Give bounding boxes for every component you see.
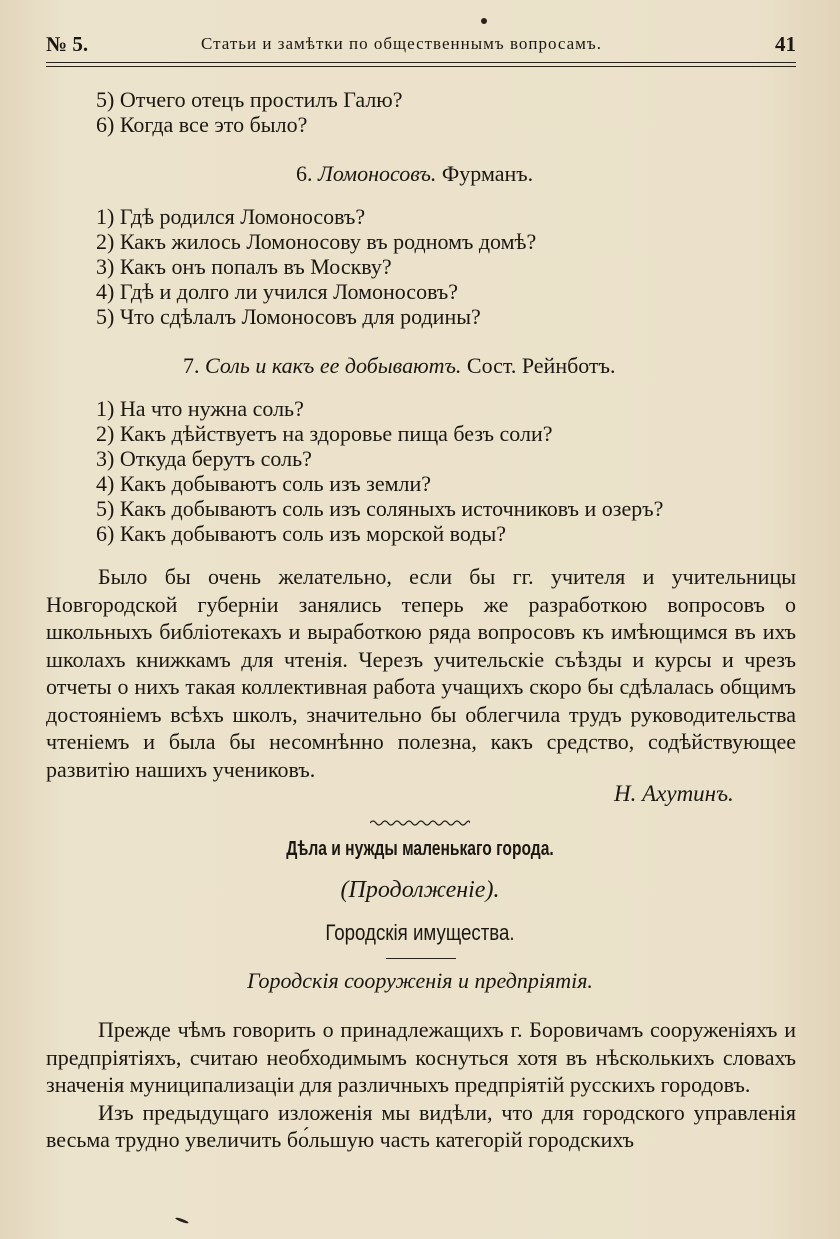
header-rule: [46, 62, 796, 63]
running-header: [46, 30, 796, 60]
question: 6) Какъ добываютъ соль изъ морской воды?: [96, 521, 507, 546]
question: 3) Какъ онъ попалъ въ Москву?: [96, 254, 392, 279]
section-title: Соль и какъ ее добываютъ.: [205, 353, 462, 378]
running-title: Статьи и замѣтки по общественнымъ вопросамъ.: [201, 34, 602, 53]
section-title: Городскія имущества.: [325, 920, 515, 945]
continuation-label: (Продолженіе).: [340, 877, 500, 903]
question: 1) Гдѣ родился Ломоносовъ?: [96, 204, 366, 229]
section-number: 6.: [296, 161, 313, 186]
issue-number: № 5.: [46, 32, 89, 56]
question: 5) Отчего отецъ простилъ Галю?: [96, 87, 403, 112]
short-rule: [386, 958, 456, 959]
ink-speck: [481, 18, 487, 24]
question: 2) Какъ жилось Ломоносову въ родномъ домѣ?: [96, 229, 537, 254]
article-body: [46, 1016, 796, 1154]
section-number: 7.: [183, 353, 200, 378]
section-heading: [183, 353, 616, 379]
question: 4) Гдѣ и долго ли учился Ломоносовъ?: [96, 279, 459, 304]
section-title: Ломоносовъ.: [318, 161, 437, 186]
question: 5) Что сдѣлалъ Ломоносовъ для родины?: [96, 304, 481, 329]
paragraph-text: Было бы очень желательно, если бы гг. учителя и учительницы Новгородской губерніи занялись теперь же разработкою вопросовъ о школьныхъ библіотекахъ и выработкою ряда вопросовъ къ имѣющимся въ ихъ школахъ книжкамъ для чтенія. Черезъ учительскіе съѣзды и курсы и чрезъ отчеты о нихъ такая коллективная работа учащихъ скоро бы сдѣлалась общимъ достояніемъ всѣхъ школъ, значительно бы облегчила трудъ руководительства чтеніемъ и была бы несомнѣнно полезна, какъ средство, содѣйствующее развитію нашихъ учениковъ.: [46, 564, 796, 782]
author-signature: Н. Ахутинъ.: [614, 781, 734, 806]
paragraph-text: Изъ предыдущаго изложенія мы видѣли, что для городского управленія весьма трудно увеличить бо́льшую часть категорій городскихъ: [46, 1099, 796, 1152]
section-heading: [296, 161, 533, 187]
paragraph-text: Прежде чѣмъ говорить о принадлежащихъ г. Боровичамъ сооруженіяхъ и предпріятіяхъ, считаю необходимымъ коснуться хотя въ нѣсколькихъ словахъ значенія муниципализаціи для различныхъ предпріятій русскихъ городовъ.: [46, 1017, 796, 1097]
question: 2) Какъ дѣйствуетъ на здоровье пища безъ соли?: [96, 421, 553, 446]
wavy-separator: [370, 818, 470, 828]
question: 6) Когда все это было?: [96, 112, 308, 137]
page-number: 41: [775, 32, 796, 56]
article-title: Дѣла и нужды маленькаго города.: [286, 838, 554, 860]
question: 3) Откуда берутъ соль?: [96, 446, 312, 471]
header-rule-thin: [46, 66, 796, 67]
ink-speck: [175, 1217, 189, 1225]
question: 1) На что нужна соль?: [96, 396, 304, 421]
section-author: Сост. Рейнботъ.: [466, 353, 616, 378]
closing-paragraph: [46, 563, 796, 783]
subsection-title: Городскія сооруженія и предпріятія.: [247, 968, 593, 993]
section-author: Фурманъ.: [441, 161, 534, 186]
question: 5) Какъ добываютъ соль изъ соляныхъ источниковъ и озеръ?: [96, 496, 664, 521]
question: 4) Какъ добываютъ соль изъ земли?: [96, 471, 432, 496]
